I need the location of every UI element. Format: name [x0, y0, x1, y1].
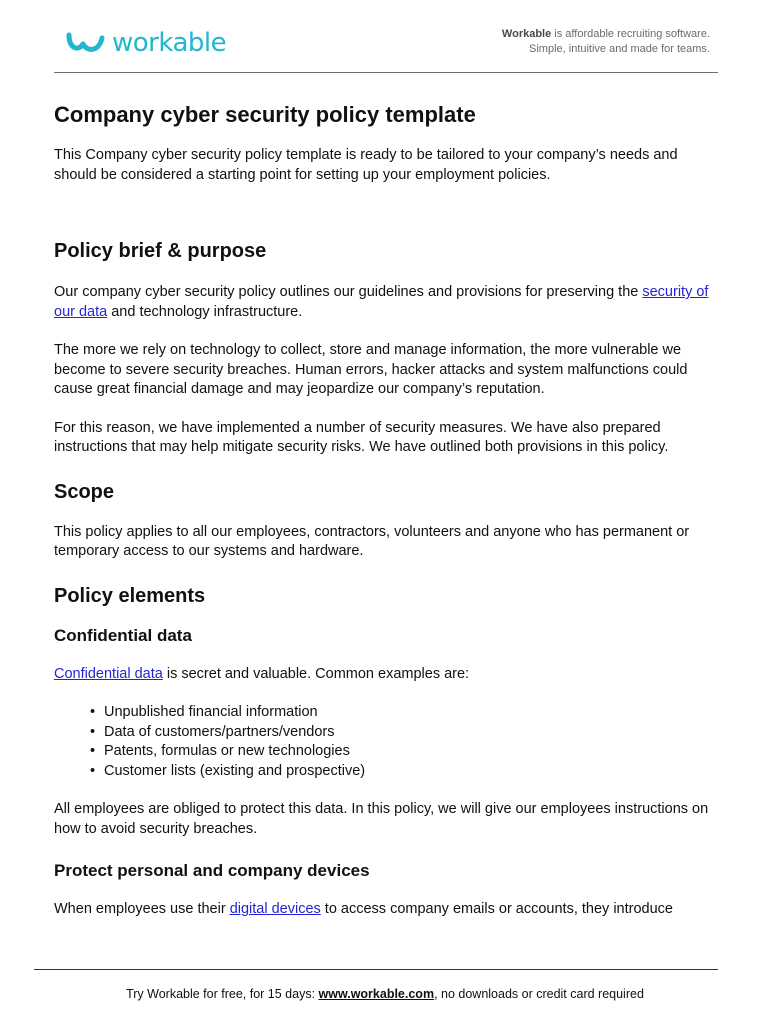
section-heading-scope: Scope [54, 480, 115, 503]
employees-obligation-paragraph: All employees are obliged to protect this data. In this policy, we will give our employees instructions on how to avoid security breaches. [54, 801, 709, 837]
footer-text-pre: Try Workable for free, for 15 days: [126, 987, 319, 1001]
policy-brief-paragraph-2: The more we rely on technology to collect, store and manage information, the more vulnerable we become to severe security breaches. Human errors, hacker attacks and system malfunctions could cause great financial damage and may jeopardize our company’s reputation. [54, 342, 688, 397]
list-item: • Patents, formulas or new technologies [104, 742, 724, 762]
footer-text-post: , no downloads or credit card required [434, 987, 644, 1001]
devices-paragraph [54, 900, 724, 920]
tagline-brand: Workable [501, 28, 552, 40]
header-divider [54, 72, 718, 73]
text-span: to access company emails or accounts, they introduce [320, 901, 673, 917]
confidential-data-paragraph [54, 665, 724, 685]
text-span: and technology infrastructure. [107, 303, 303, 320]
subheading-confidential-data: Confidential data [54, 625, 192, 645]
scope-paragraph: This policy applies to all our employees, contractors, volunteers and anyone who has permanent or temporary access to our systems and hardware. [54, 523, 690, 559]
policy-brief-paragraph-3: For this reason, we have implemented a number of security measures. We have also prepared instructions that may help mitigate security risks. We have outlined both provisions in this policy. [54, 419, 669, 455]
text-span: When employees use their [54, 901, 230, 917]
text-span: is secret and valuable. Common examples are: [162, 665, 470, 682]
tagline-line1: is affordable recruiting software. [551, 28, 710, 40]
intro-paragraph: This Company cyber security policy template is ready to be tailored to your company’s needs and should be considered a starting point for setting up your employment policies. [54, 147, 678, 183]
logo-text: workable [112, 28, 227, 58]
page-footer [0, 987, 770, 1001]
list-item: • Data of customers/partners/vendors [104, 723, 724, 743]
header-tagline [502, 27, 710, 57]
subheading-protect-devices: Protect personal and company devices [54, 861, 370, 880]
section-heading-policy-brief: Policy brief & purpose [54, 240, 267, 262]
workable-logo[interactable] [66, 28, 226, 58]
list-item: • Unpublished financial information [104, 703, 724, 723]
confidential-examples-list [54, 703, 724, 781]
document-body [54, 100, 724, 920]
digital-devices-link[interactable]: digital devices [229, 901, 321, 917]
section-heading-policy-elements: Policy elements [54, 584, 206, 607]
page-title: Company cyber security policy template [54, 102, 476, 127]
list-item: • Customer lists (existing and prospective) [104, 762, 724, 782]
workable-website-link[interactable]: www.workable.com [318, 987, 435, 1001]
text-span: Our company cyber security policy outlines our guidelines and provisions for preserving the [54, 284, 643, 300]
footer-divider [34, 969, 718, 970]
tagline-line2: Simple, intuitive and made for teams. [529, 43, 710, 55]
security-of-data-link[interactable]: security of our data [54, 284, 709, 320]
page-header [0, 0, 770, 75]
policy-brief-paragraph-1 [54, 283, 724, 322]
workable-logo-icon [66, 30, 106, 56]
confidential-data-link[interactable]: Confidential data [54, 665, 163, 682]
